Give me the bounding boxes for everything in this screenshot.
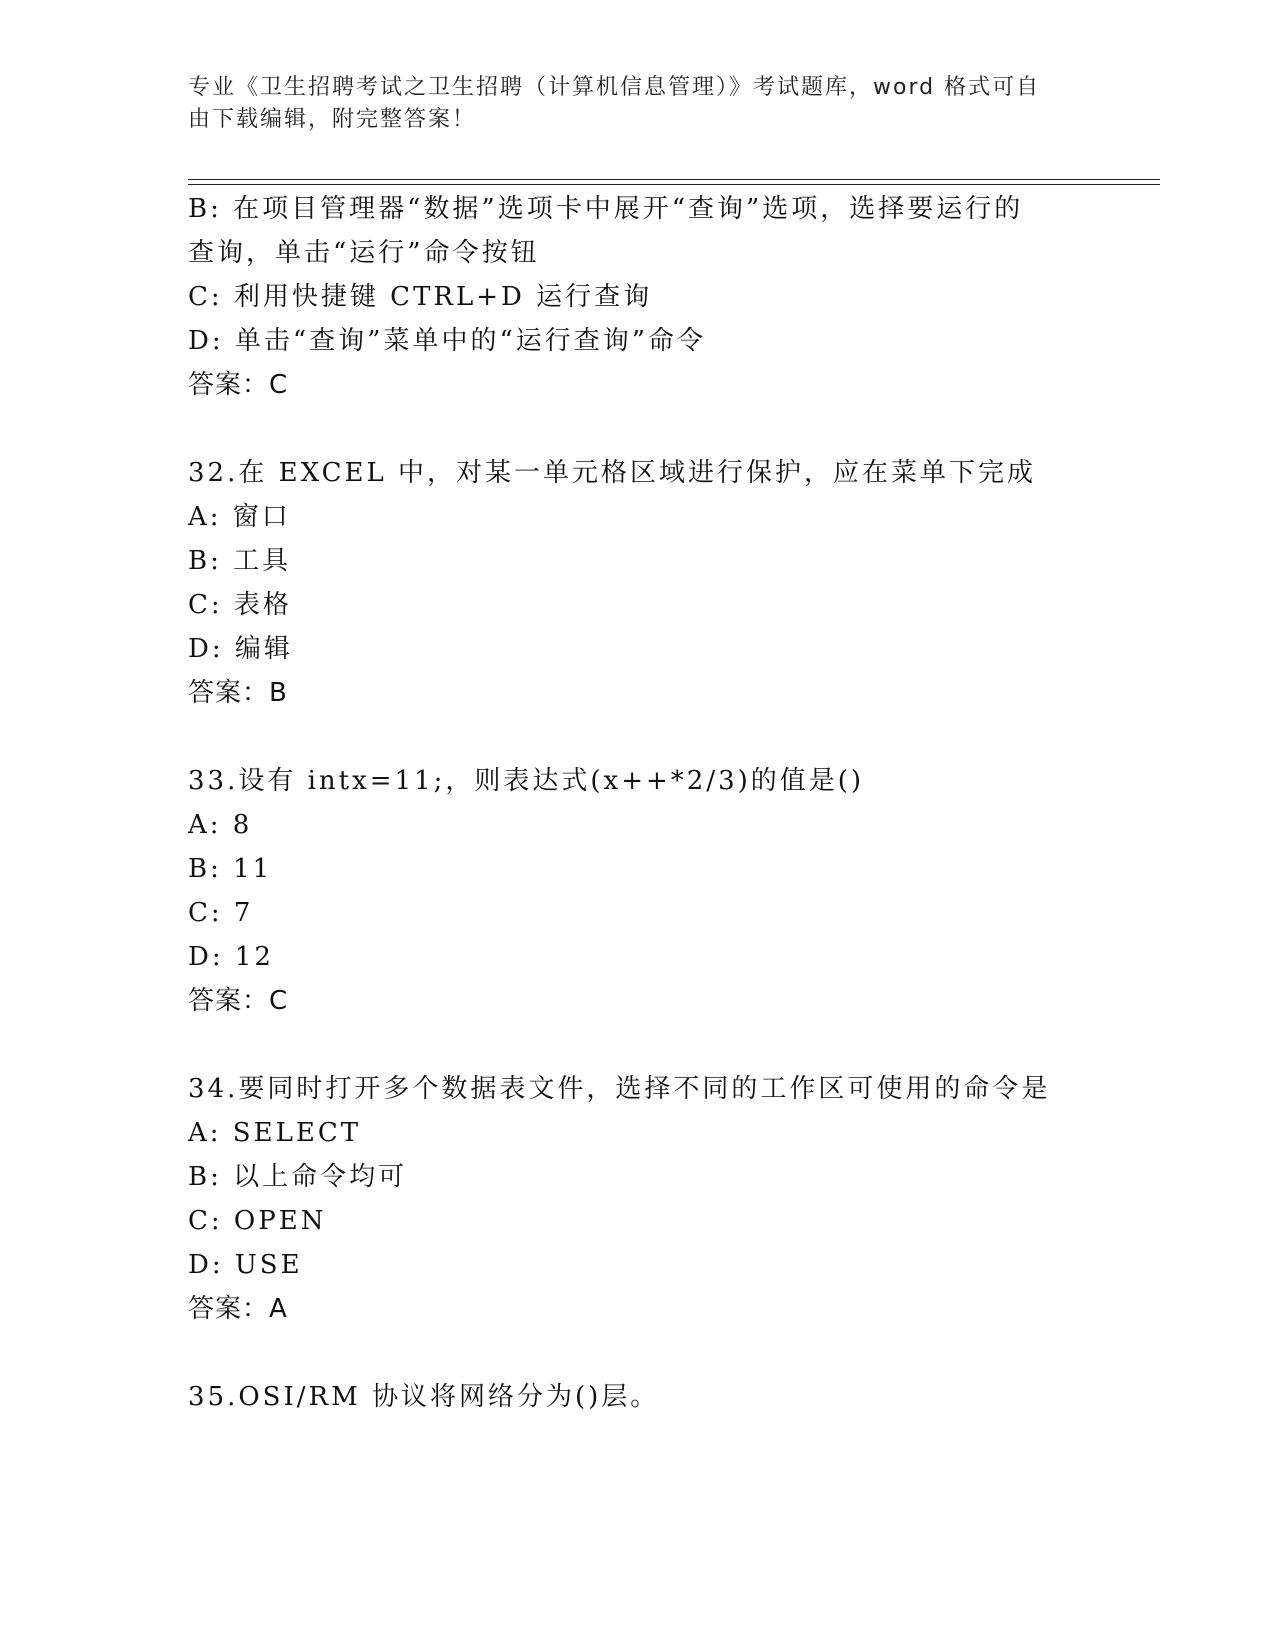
q32-question: 32.在 EXCEL 中，对某一单元格区域进行保护，应在菜单下完成 bbox=[188, 458, 1037, 488]
q32-option-a: A: 窗口 bbox=[188, 502, 291, 532]
q31-option-d: D: 单击“查询”菜单中的“运行查询”命令 bbox=[188, 326, 707, 356]
q32-answer: 答案：B bbox=[188, 678, 288, 708]
q31-option-c: C: 利用快捷键 CTRL+D 运行查询 bbox=[188, 282, 653, 312]
q33-option-d: D: 12 bbox=[188, 942, 274, 972]
q34-option-b: B: 以上命令均可 bbox=[188, 1162, 408, 1192]
header-line-1: 专业《卫生招聘考试之卫生招聘（计算机信息管理）》考试题库，word 格式可自 bbox=[188, 75, 1041, 100]
q34-option-c: C: OPEN bbox=[188, 1206, 327, 1236]
q31-option-b-line-2: 查询，单击“运行”命令按钮 bbox=[188, 238, 540, 268]
q32-option-d: D: 编辑 bbox=[188, 634, 293, 664]
header-line-2: 由下载编辑，附完整答案！ bbox=[188, 107, 477, 132]
q34-option-d: D: USE bbox=[188, 1250, 303, 1280]
q31-option-b-line-1: B: 在项目管理器“数据”选项卡中展开“查询”选项，选择要运行的 bbox=[188, 194, 1024, 224]
q34-answer: 答案：A bbox=[188, 1294, 288, 1324]
q31-answer: 答案：C bbox=[188, 370, 289, 400]
q32-option-c: C: 表格 bbox=[188, 590, 292, 620]
q33-option-b: B: 11 bbox=[188, 854, 273, 884]
q33-question: 33.设有 intx=11;，则表达式(x++*2/3)的值是() bbox=[188, 766, 865, 796]
q35-question: 35.OSI/RM 协议将网络分为()层。 bbox=[188, 1382, 660, 1412]
header-divider-top bbox=[188, 179, 1160, 180]
document-header bbox=[188, 72, 1068, 136]
q34-option-a: A: SELECT bbox=[188, 1118, 362, 1148]
q34-question: 34.要同时打开多个数据表文件，选择不同的工作区可使用的命令是 bbox=[188, 1074, 1051, 1104]
q33-option-a: A: 8 bbox=[188, 810, 253, 840]
q32-option-b: B: 工具 bbox=[188, 546, 292, 576]
q33-answer: 答案：C bbox=[188, 986, 289, 1016]
header-divider-bottom bbox=[188, 184, 1160, 185]
q33-option-c: C: 7 bbox=[188, 898, 254, 928]
